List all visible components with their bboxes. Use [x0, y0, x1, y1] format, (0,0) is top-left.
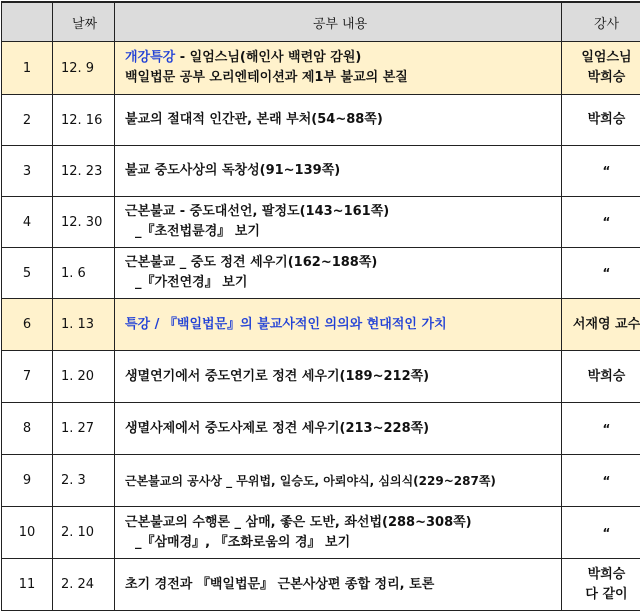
row-date: 1. 27 — [53, 403, 115, 455]
content-subline: _『삼매경』, 『조화로움의 경』 보기 — [125, 533, 555, 553]
table-row — [2, 42, 640, 95]
table-row — [2, 455, 640, 507]
row-lecturer — [562, 197, 640, 248]
row-no: 11 — [2, 559, 53, 611]
header-no — [2, 2, 53, 42]
lecturer-name: 다 같이 — [568, 585, 640, 605]
table-row — [2, 95, 640, 146]
special-lecture-title: 특강 / 『백일법문』의 불교사적인 의의와 현대적인 가치 — [125, 315, 555, 335]
ditto-mark: “ — [568, 161, 640, 181]
row-lecturer — [562, 95, 640, 146]
row-content — [115, 248, 562, 299]
row-lecturer — [562, 146, 640, 197]
header-date: 날짜 — [53, 2, 115, 42]
row-content — [115, 299, 562, 351]
row-date: 2. 3 — [53, 455, 115, 507]
row-no: 7 — [2, 351, 53, 403]
row-lecturer — [562, 403, 640, 455]
row-date: 2. 24 — [53, 559, 115, 611]
ditto-mark: “ — [568, 263, 640, 283]
row-content — [115, 351, 562, 403]
content-line: 근본불교의 공사상 _ 무위법, 일승도, 아뢰야식, 심의식(229~287쪽) — [125, 471, 555, 491]
table-row — [2, 146, 640, 197]
row-no: 3 — [2, 146, 53, 197]
ditto-mark: “ — [568, 212, 640, 232]
lecturer-name: 박희승 — [568, 367, 640, 387]
content-line: - 일엄스님(해인사 백련암 감원) — [175, 50, 361, 65]
row-content — [115, 197, 562, 248]
ditto-mark: “ — [568, 419, 640, 439]
lecturer-name: 박희승 — [568, 68, 640, 88]
row-lecturer — [562, 559, 640, 611]
row-content — [115, 403, 562, 455]
row-lecturer — [562, 299, 640, 351]
row-content — [115, 42, 562, 95]
table-row — [2, 248, 640, 299]
lecturer-name: 일엄스님 — [568, 48, 640, 68]
row-no: 2 — [2, 95, 53, 146]
row-lecturer — [562, 248, 640, 299]
row-no: 5 — [2, 248, 53, 299]
content-line: 근본불교의 수행론 _ 삼매, 좋은 도반, 좌선법(288~308쪽) — [125, 513, 555, 533]
row-no: 6 — [2, 299, 53, 351]
ditto-mark: “ — [568, 471, 640, 491]
row-content — [115, 455, 562, 507]
row-content — [115, 507, 562, 559]
row-date: 12. 16 — [53, 95, 115, 146]
content-line: 생멸사제에서 중도사제로 정견 세우기(213~228쪽) — [125, 419, 555, 439]
table-row — [2, 351, 640, 403]
content-line: 초기 경전과 『백일법문』 근본사상편 종합 정리, 토론 — [125, 575, 555, 595]
row-content — [115, 95, 562, 146]
row-date: 12. 23 — [53, 146, 115, 197]
content-subline: _『초전법륜경』 보기 — [125, 222, 555, 242]
table-row — [2, 403, 640, 455]
row-lecturer — [562, 351, 640, 403]
header-row — [2, 2, 640, 42]
row-date: 1. 20 — [53, 351, 115, 403]
content-line: 생멸연기에서 중도연기로 정견 세우기(189~212쪽) — [125, 367, 555, 387]
table-row — [2, 507, 640, 559]
row-no: 9 — [2, 455, 53, 507]
content-line: 백일법문 공부 오리엔테이션과 제1부 불교의 본질 — [125, 68, 555, 88]
row-date: 1. 13 — [53, 299, 115, 351]
lecturer-name: 서재영 교수 — [568, 315, 640, 335]
header-lecturer: 강사 — [562, 2, 640, 42]
content-line: 근본불교 - 중도대선언, 팔정도(143~161쪽) — [125, 202, 555, 222]
row-lecturer — [562, 42, 640, 95]
content-line: 불교 중도사상의 독창성(91~139쪽) — [125, 161, 555, 181]
row-no: 10 — [2, 507, 53, 559]
row-content — [115, 146, 562, 197]
row-lecturer — [562, 507, 640, 559]
table-row — [2, 559, 640, 611]
content-line: 근본불교 _ 중도 정견 세우기(162~188쪽) — [125, 253, 555, 273]
content-line: 불교의 절대적 인간관, 본래 부처(54~88쪽) — [125, 110, 555, 130]
row-content — [115, 559, 562, 611]
row-lecturer — [562, 455, 640, 507]
content-subline: _『가전연경』 보기 — [125, 273, 555, 293]
table-row — [2, 299, 640, 351]
row-no: 8 — [2, 403, 53, 455]
lecturer-name: 박희승 — [568, 565, 640, 585]
row-date: 1. 6 — [53, 248, 115, 299]
row-date: 12. 30 — [53, 197, 115, 248]
row-no: 1 — [2, 42, 53, 95]
row-date: 2. 10 — [53, 507, 115, 559]
row-date: 12. 9 — [53, 42, 115, 95]
schedule-table — [1, 1, 640, 611]
ditto-mark: “ — [568, 523, 640, 543]
table-row — [2, 197, 640, 248]
header-content: 공부 내용 — [115, 2, 562, 42]
special-lecture-label: 개강특강 — [125, 50, 175, 65]
lecturer-name: 박희승 — [568, 110, 640, 130]
row-no: 4 — [2, 197, 53, 248]
